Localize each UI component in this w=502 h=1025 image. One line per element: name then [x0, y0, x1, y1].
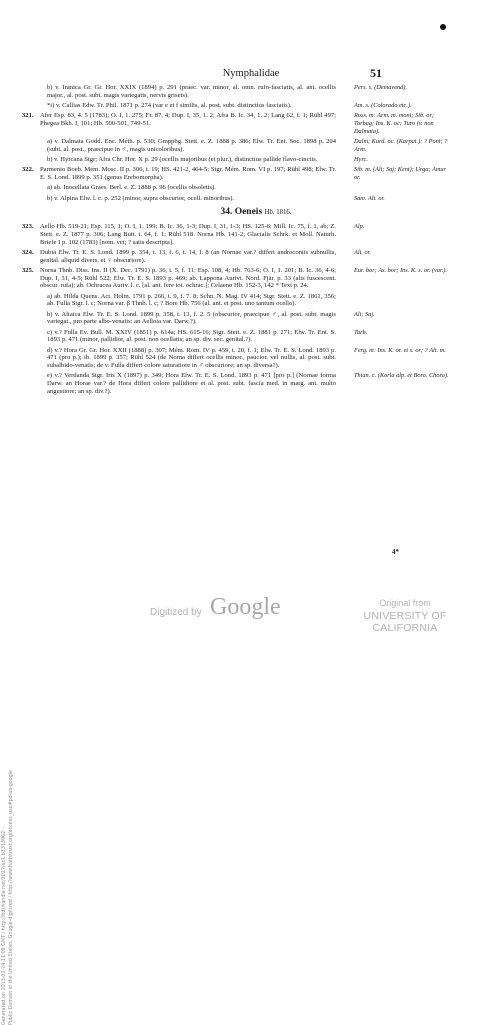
catalog-entry	[22, 329, 458, 344]
catalog-entry	[22, 195, 458, 203]
entry-number: 322.	[22, 166, 34, 174]
entries-oeneis	[22, 223, 458, 395]
entry-distribution: Am. s. (Colorado etc.).	[354, 102, 412, 109]
entry-distribution: Alp.	[354, 223, 365, 231]
entries-nymphalidae	[22, 84, 458, 202]
catalog-entry	[22, 184, 458, 192]
entry-text: c) v.? Fulla Ev. Bull. M. XXIV (1851) p. 614a; HS. 615-16; Stgr. Stett. e. Z. 1881 p. 271; Elw. Tr. Ent. S. 1893 p. 471 (minor, pallidior, al. post. non ocellatis; an sp. div. sec. genital.?).	[47, 328, 336, 344]
catalog-entry	[22, 138, 458, 153]
entry-text: a) ab. Inocellata Graes. Berl. e. Z. 1888 p. 96 (ocellis obsoletis).	[47, 184, 216, 192]
genus-heading	[22, 207, 458, 217]
entry-number: 324.	[22, 249, 34, 256]
catalog-entry	[22, 267, 458, 290]
catalog-entry	[22, 249, 458, 264]
entry-text: b) v. Altaica Elw. Tr. E. S. Lond. 1899 p. 358, t. 13, f. 2. 5 (obscurior, praecipue ♂, al. post. subt. magis variegat., pro parte albo-venatis: an Aelloia var. Darw.?).	[47, 310, 336, 326]
entry-number: 323.	[22, 223, 34, 231]
entry-distribution: Sam. Alt. or.	[354, 194, 385, 202]
watermark-original-from: Original from	[379, 598, 431, 608]
catalog-entry	[22, 293, 458, 308]
watermark-google-logo: Google	[210, 594, 281, 620]
entry-text: b) v. Alpina Elw. l. c. p. 252 (minor, supra obscurior, ocell. minoribus).	[47, 194, 235, 202]
catalog-entry	[22, 112, 458, 135]
entry-distribution: Dalm; Kurd. oc. (Karpat.): ? Pont; ? Arm.	[354, 138, 448, 153]
genus-author: Hb. 1816.	[264, 209, 292, 217]
catalog-entry	[22, 102, 458, 110]
page-number: 51	[370, 66, 382, 80]
signature-mark: 4*	[392, 548, 399, 556]
gutter-generated-line: Generated on 2013-02-24 11:09 GMT / http://hdl.handle.net/2027/uc1.b3313962	[2, 830, 7, 1025]
entry-distribution: Hyrc.	[354, 156, 368, 163]
catalog-entry	[22, 156, 458, 164]
catalog-entry	[22, 84, 458, 99]
entry-distribution: Pers. s. (Demavend).	[354, 84, 407, 91]
catalog-entry	[22, 166, 458, 181]
entry-distribution: Thian. c. (Korla alp. et Boro. Choro).	[354, 372, 449, 380]
catalog-body	[22, 84, 458, 398]
entry-text: *i) v. Callias Edw. Tr. Phil. 1871 p. 274 (var e et f similis, al. post. subt. distinctius fasciatis).	[47, 102, 292, 109]
entry-text: Aello Hb. 519-21; Esp. 115, 1; O. I, 1. 199; B. Ic. 36, 1-3; Dup. I, 31, 1-3; HS. 125-6; Mill. Ic. 75, f. 1, ab; Z. Stett. e. Z. 1877 p. 306; Lang Butt. t. 64, f. 1; Rühl 518. Norna Hb. 141-2; Glacialis Schrk. et Moll. Naturh. Briefe I p. 102 (1783) [nom. vet; ? satis descripta].	[40, 223, 336, 246]
entry-number: 321.	[22, 112, 34, 120]
catalog-entry	[22, 311, 458, 326]
entry-distribution: Ferg. m: Ins. K. or. et s. or; ? Alt. m.	[354, 346, 446, 354]
entry-text: Dubia Elw. Tr. E. S. Lond. 1899 p. 354, t. 13, f. 6, t. 14, f. 8 (an Nornae var.? differt androconiis subnullis, genital. aliquid divers. et ♀ obscuriore).	[40, 249, 336, 264]
entry-text: e) v.? Verdanda Stgr. Iris X (1897) p. 349; Hora Elw. Tr. E. S. Lond. 1893 p. 471 [pro p.] (Nornae forma Darw. an Horae var.? de Hora differt colore pallidiore et al. post. subt. fascia med. in marg. ant. multo angustiore; an sp. div.?).	[47, 372, 336, 395]
running-header-title: Nymphalidae	[222, 68, 280, 79]
watermark-university: UNIVERSITY OF CALIFORNIA	[363, 610, 447, 634]
side-gutter-notice	[2, 230, 16, 1025]
entry-distribution: Eur. bor; As. bor; Ins. K. s. or. (var.).	[354, 267, 447, 274]
entry-text: Parmenio Boeb. Mém. Mosc. II p. 306, t. 19; HS. 421-2, 464-5; Stgr. Mém. Rom. VI p. 197; Rühl 498; Elw. Tr. E. S. Lond. 1899 p. 351 (genus Erebomorpha).	[40, 166, 336, 181]
entry-text: b) v. Iranica Gr. Gr. Hor. XXIX (1894) p. 291 (praec. var. minor, al. omn. rufo-fasciatis, al. ant. ocellis major., al. post. subt. magis variegatis, nervis griseis).	[47, 84, 336, 99]
entry-distribution: Ross. m: Arm. m. mont; Sib. or; Tarbag; Ins. K. oc; Turo (v. non Dalmata).	[354, 112, 434, 135]
entry-distribution: Alt; Saj.	[354, 310, 375, 318]
entry-distribution: Tarb.	[354, 328, 368, 336]
catalog-entry	[22, 372, 458, 395]
entry-distribution: Sib. m. (Alt; Saj; Kent); Urga; Amur or.	[354, 166, 446, 181]
catalog-entry	[22, 223, 458, 246]
entry-text: Afer Esp. 83, 4. 5 (1783); O. I, 1. 275; Fr. 87, 4; Dup. I, 35, 1. 2; Afra B. Ic. 34, 1. 2; Lang 62, f. 1; Rühl 497; Phegea Bkh. I, 101; Hb. 500-501, 749-51.	[40, 112, 336, 127]
entry-text: b) v. Hyrcana Stgr; Afra Chr. Hor. X p. 29 (ocellis majoribus (et plur.), distinctius pallide flavo-cinctis.	[47, 156, 318, 163]
catalog-entry	[22, 347, 458, 370]
entry-text: a) v. Dalmata Godd. Enc. Méth. p. 530; Gmppbg. Stett. e. Z. 1888 p. 386; Elw. Tr. Ent. Soc. 1898 p. 204 (subt. al. post., praecipue in ♂, magis unicoloribus).	[47, 138, 336, 153]
digitization-watermark	[150, 594, 470, 634]
entry-number: 325.	[22, 267, 34, 274]
entry-distribution: Alt. or.	[354, 249, 371, 256]
entry-text: Norna Thnb. Diss. Ins. II (X. Dec. 1791) p. 36, t. 5, f. 11; Esp. 108, 4; Hb. 763-6; O. I, 1. 201; B. Ic. 36, 4-6; Dup. I, 31, 4-5; Rühl 522; Elw. Tr. E. S. 1893 p. 469; ab. Lappona Aurivi. Nord. Fjär. p. 33 (alis fuscescent. obscur. rufa); ab. Ochracea Auriv. l. c. [al. ant. fere tot. ochrac.]; Celaeno Hb. 152-3, 142 * Text p. 24.	[40, 267, 336, 290]
entry-text: d) v.? Hora Gr. Gr. Hor. XXII (1888) p. 307; Mém. Rom. IV p. 459, t. 20, f. 1; Elw. Tr. E. S. Lond. 1893 p. 471 (pro p.); ib. 1899 p. 357; Rühl 524 (de Norna differt ocellis minor., paucior. vel nullis, al. post. subt. subalbido-venatis; de v. Fulla differt colore saturatiore in ♂ obscuriore; an sp. diversa?).	[47, 346, 336, 370]
entry-text: a) ab. Hilda Quens. Act. Holm. 1791 p. 266, t. 9, f. 7. 8; Schn. N. Mag. IV 414; Stgr. Stett. e. Z. 1861, 356; ab. Fulla Stgr. l. c; Norna var. β Thnb. l. c; ? Bore Hb. 756 (al. ant. et post. uno tantum ocello).	[47, 292, 336, 308]
ink-dot	[440, 24, 446, 30]
gutter-public-domain-line: Public Domain in the United States, Google-digitized / http://www.hathitrust.org/access_use#pd-us-google	[9, 770, 14, 1025]
watermark-digitized-by: Digitized by	[150, 607, 202, 618]
genus-name: 34. Oeneis	[220, 207, 263, 218]
